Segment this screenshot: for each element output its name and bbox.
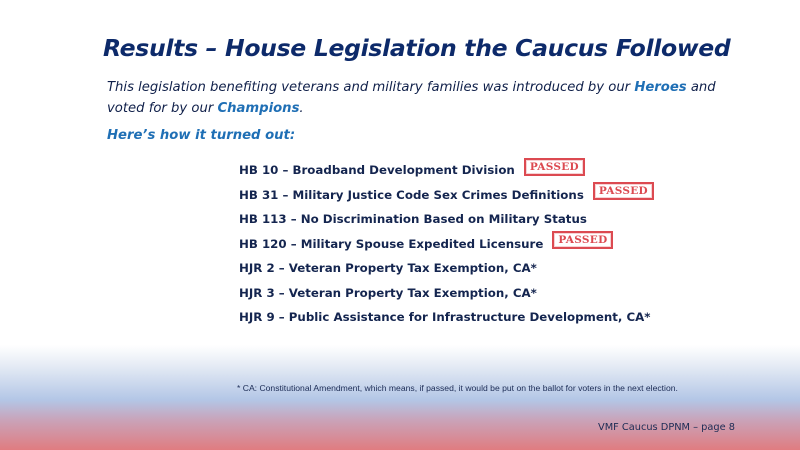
intro-paragraph (107, 77, 747, 119)
slide-title: Results – House Legislation the Caucus Followed (103, 34, 731, 62)
bill-item (239, 281, 654, 306)
subhead: Here’s how it turned out: (107, 128, 296, 143)
bill-item (239, 158, 654, 183)
intro-text-1: This legislation benefiting veterans and military families was introduced by our (107, 80, 635, 95)
bill-label: HJR 3 – Veteran Property Tax Exemption, CA* (239, 285, 537, 300)
bill-item (239, 207, 654, 232)
bill-label: HJR 9 – Public Assistance for Infrastructure Development, CA* (239, 310, 651, 325)
bill-label: HJR 2 – Veteran Property Tax Exemption, CA* (239, 261, 537, 276)
passed-stamp: PASSED (552, 231, 613, 249)
bill-item (239, 305, 654, 330)
bill-label: HB 113 – No Discrimination Based on Military Status (239, 212, 587, 227)
bill-label: HB 31 – Military Justice Code Sex Crimes Definitions (239, 187, 584, 202)
intro-text-3: . (299, 101, 304, 116)
passed-stamp: PASSED (593, 182, 654, 200)
bill-label: HB 10 – Broadband Development Division (239, 163, 515, 178)
footnote: * CA: Constitutional Amendment, which means, if passed, it would be put on the ballot for voters in the next election. (237, 383, 678, 393)
heroes-highlight: Heroes (634, 80, 687, 95)
intro-text-2: and voted for by our (107, 80, 716, 116)
bill-item (239, 183, 654, 208)
champions-highlight: Champions (217, 101, 300, 116)
page-footer: VMF Caucus DPNM – page 8 (598, 422, 735, 433)
bill-item (239, 256, 654, 281)
bill-list (239, 158, 654, 330)
bill-item (239, 232, 654, 257)
bill-label: HB 120 – Military Spouse Expedited Licensure (239, 236, 544, 251)
passed-stamp: PASSED (524, 158, 585, 176)
